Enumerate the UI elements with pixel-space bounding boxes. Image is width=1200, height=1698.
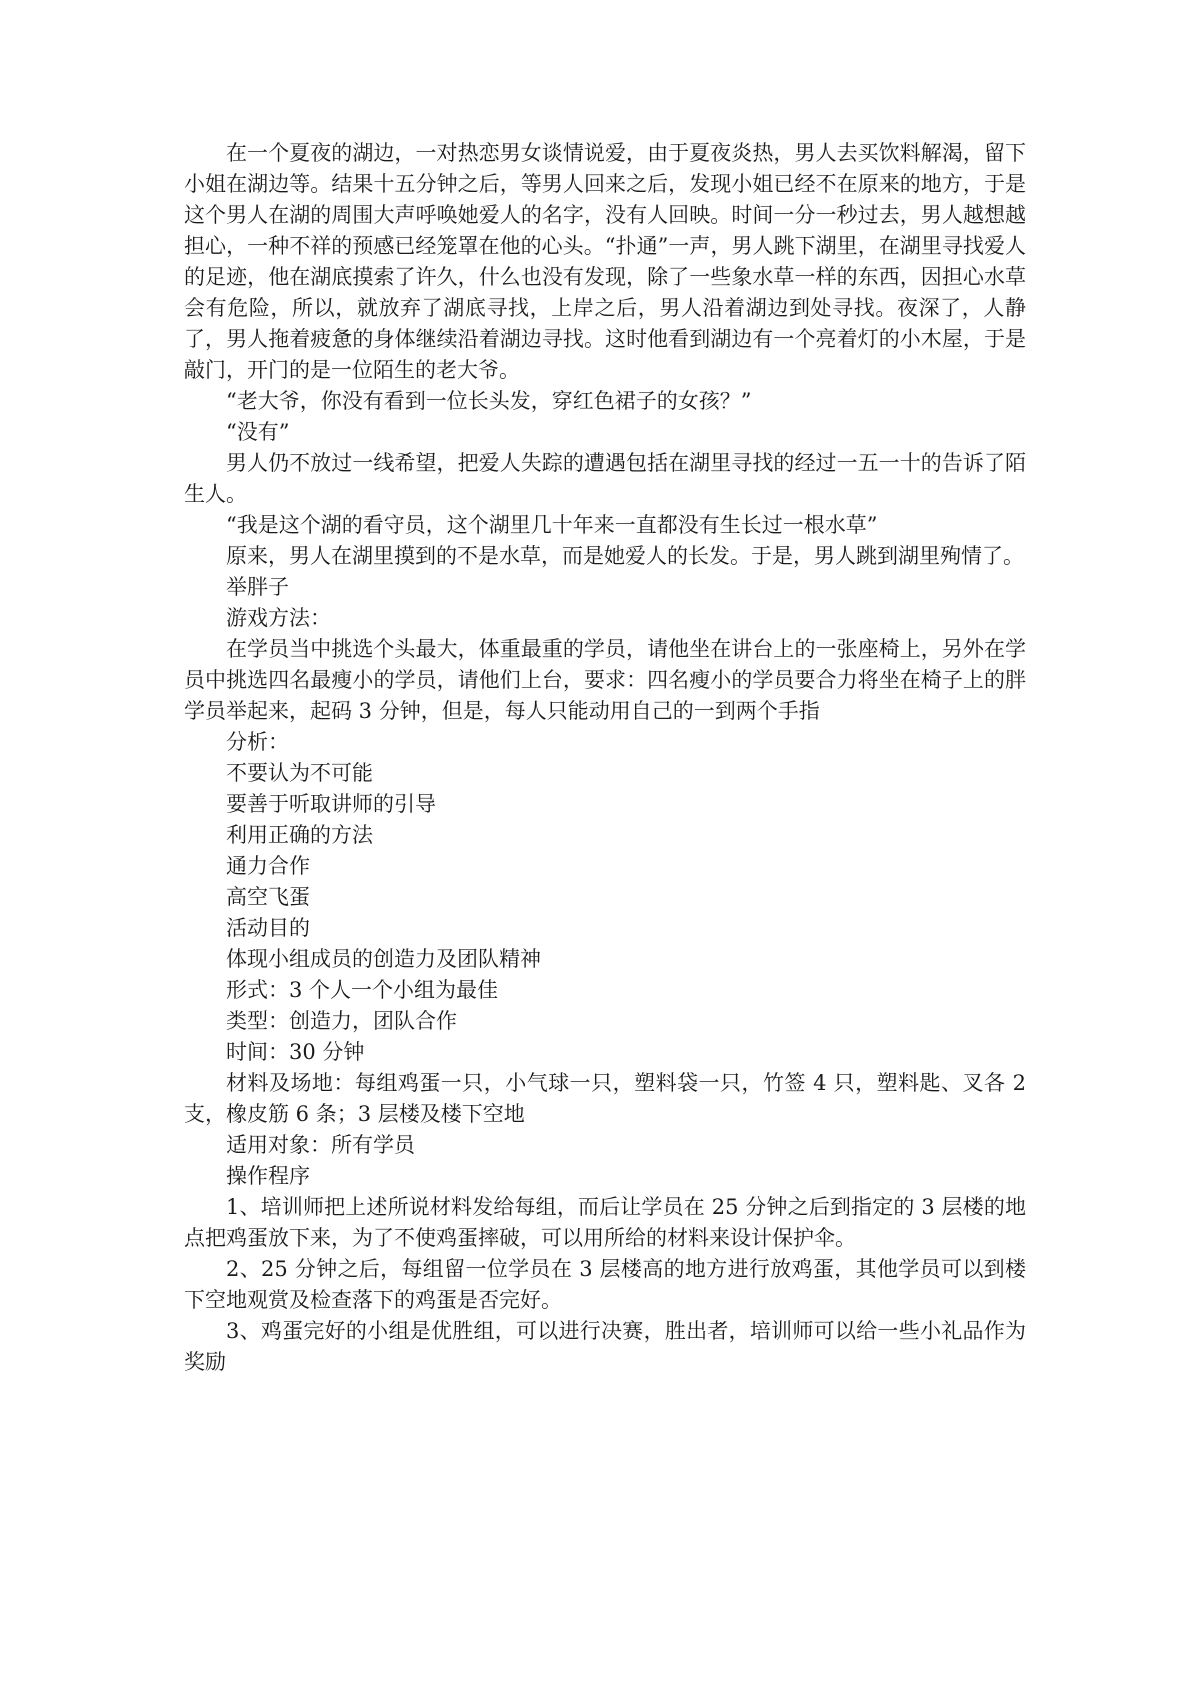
activity-time: 时间：30 分钟: [226, 1040, 365, 1064]
analysis-point: 不要认为不可能: [226, 761, 373, 785]
analysis-point: 通力合作: [226, 854, 310, 878]
procedure-step: 1、培训师把上述所说材料发给每组，而后让学员在 25 分钟之后到指定的 3 层楼的地点把鸡蛋放下来，为了不使鸡蛋摔破，可以用所给的材料来设计保护伞。: [184, 1195, 1026, 1250]
activity-audience: 适用对象：所有学员: [226, 1133, 415, 1157]
section-label: 活动目的: [226, 916, 310, 940]
activity-type: 类型：创造力，团队合作: [226, 1009, 457, 1033]
dialogue-answer: “没有”: [226, 420, 290, 444]
dialogue-question: “老大爷，你没有看到一位长头发，穿红色裙子的女孩？”: [226, 389, 752, 413]
activity-format: 形式：3 个人一个小组为最佳: [226, 978, 499, 1002]
section-label: 游戏方法：: [226, 606, 331, 630]
activity-materials: 材料及场地：每组鸡蛋一只，小气球一只，塑料袋一只，竹签 4 只，塑料匙、叉各 2 支，橡皮筋 6 条；3 层楼及楼下空地: [184, 1071, 1026, 1126]
analysis-point: 要善于听取讲师的引导: [226, 792, 436, 816]
activity-purpose: 体现小组成员的创造力及团队精神: [226, 947, 541, 971]
game-title: 高空飞蛋: [226, 885, 310, 909]
section-label: 操作程序: [226, 1164, 310, 1188]
analysis-point: 利用正确的方法: [226, 823, 373, 847]
section-label: 分析：: [226, 730, 289, 754]
document-body: [184, 138, 1026, 1378]
game-method: 在学员当中挑选个头最大，体重最重的学员，请他坐在讲台上的一张座椅上，另外在学员中挑选四名最瘦小的学员，请他们上台，要求：四名瘦小的学员要合力将坐在椅子上的胖学员举起来，起码 3 分钟，但是，每人只能动用自己的一到两个手指: [184, 637, 1026, 723]
story-paragraph: 男人仍不放过一线希望，把爱人失踪的遭遇包括在湖里寻找的经过一五一十的告诉了陌生人。: [184, 451, 1026, 506]
dialogue-keeper: “我是这个湖的看守员，这个湖里几十年来一直都没有生长过一根水草”: [226, 513, 878, 537]
story-paragraph: 在一个夏夜的湖边，一对热恋男女谈情说爱，由于夏夜炎热，男人去买饮料解渴，留下小姐在湖边等。结果十五分钟之后，等男人回来之后，发现小姐已经不在原来的地方，于是这个男人在湖的周围大声呼唤她爱人的名字，没有人回映。时间一分一秒过去，男人越想越担心，一种不祥的预感已经笼罩在他的心头。“扑通”一声，男人跳下湖里，在湖里寻找爱人的足迹，他在湖底摸索了许久，什么也没有发现，除了一些象水草一样的东西，因担心水草会有危险，所以，就放弃了湖底寻找，上岸之后，男人沿着湖边到处寻找。夜深了，人静了，男人拖着疲惫的身体继续沿着湖边寻找。这时他看到湖边有一个亮着灯的小木屋，于是敲门，开门的是一位陌生的老大爷。: [184, 141, 1026, 382]
procedure-step: 3、鸡蛋完好的小组是优胜组，可以进行决赛，胜出者，培训师可以给一些小礼品作为奖励: [184, 1319, 1026, 1374]
game-title: 举胖子: [226, 575, 289, 599]
procedure-step: 2、25 分钟之后，每组留一位学员在 3 层楼高的地方进行放鸡蛋，其他学员可以到楼下空地观赏及检查落下的鸡蛋是否完好。: [184, 1257, 1026, 1312]
story-ending: 原来，男人在湖里摸到的不是水草，而是她爱人的长发。于是，男人跳到湖里殉情了。: [226, 544, 1024, 568]
